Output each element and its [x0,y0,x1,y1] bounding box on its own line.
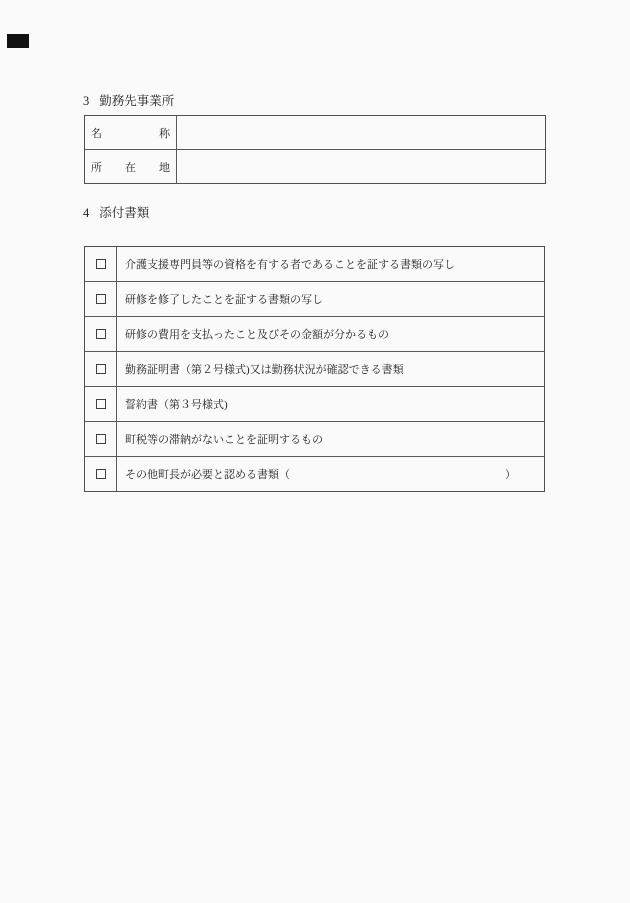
table-row-address [85,150,545,183]
section-3-number: 3 [83,94,90,108]
name-label-char: 称 [159,127,170,140]
checklist-item-cell [117,457,544,491]
checklist-item-label: 研修の費用を支払ったこと及びその金額が分かるもの [125,329,389,341]
checklist-row-other [85,456,544,491]
checklist-item-cell [117,352,544,386]
address-label-char: 在 [125,161,136,174]
empty-checkbox-icon[interactable] [96,259,106,269]
empty-checkbox-icon[interactable] [96,294,106,304]
checkbox-cell [85,387,117,421]
address-label-char: 所 [91,161,102,174]
checkbox-cell [85,282,117,316]
checklist-item-label: 誓約書（第３号様式) [125,399,228,411]
checklist-item-cell [117,282,544,316]
checkbox-cell [85,422,117,456]
name-label-cell [85,116,177,149]
empty-checkbox-icon[interactable] [96,329,106,339]
workplace-table [84,115,546,184]
checkbox-cell [85,352,117,386]
checklist-row [85,421,544,456]
name-label-char: 名 [91,127,102,140]
checkbox-cell [85,317,117,351]
checklist-row [85,247,544,281]
attachments-table [84,246,545,492]
checklist-item-cell [117,317,544,351]
checklist-item-cell [117,247,544,281]
empty-checkbox-icon[interactable] [96,434,106,444]
table-row-name [85,116,545,150]
checklist-item-label: 介護支援専門員等の資格を有する者であることを証する書類の写し [125,259,455,271]
checkbox-cell [85,457,117,491]
checkbox-cell [85,247,117,281]
section-4-number: 4 [83,206,90,220]
checklist-item-label: 町税等の滞納がないことを証明するもの [125,434,323,446]
checklist-item-label: 研修を修了したことを証する書類の写し [125,294,323,306]
checklist-row [85,351,544,386]
checklist-row [85,386,544,421]
address-value-cell[interactable] [177,150,545,183]
section-3-title: 勤務先事業所 [99,94,175,108]
checklist-row [85,316,544,351]
section-4-heading [83,206,149,221]
checklist-item-label: その他町長が必要と認める書類（ [125,469,290,481]
empty-checkbox-icon[interactable] [96,399,106,409]
scan-artifact-mark [7,34,29,48]
empty-checkbox-icon[interactable] [96,364,106,374]
empty-checkbox-icon[interactable] [96,469,106,479]
address-label-cell [85,150,177,183]
checklist-item-cell [117,422,544,456]
name-value-cell[interactable] [177,116,545,149]
section-3-heading [83,94,174,109]
section-4-title: 添付書類 [99,206,150,220]
checklist-item-label: 勤務証明書（第２号様式)又は勤務状況が確認できる書類 [125,364,404,376]
closing-paren: ） [505,469,516,481]
address-label-char: 地 [159,161,170,174]
checklist-item-cell [117,387,544,421]
checklist-row [85,281,544,316]
